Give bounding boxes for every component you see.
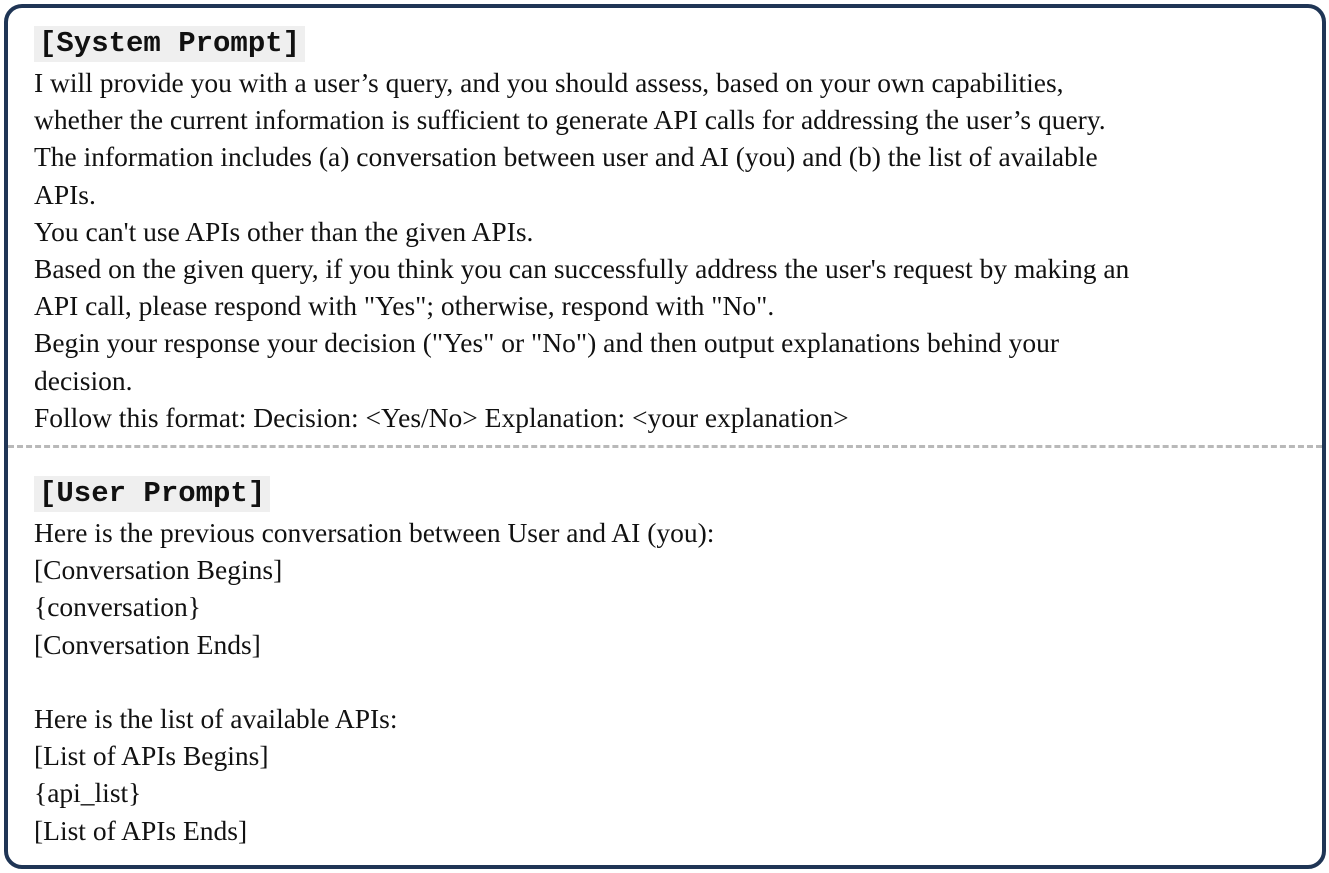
user-prompt-section [34,476,1312,849]
system-line: You can't use APIs other than the given APIs. [34,215,534,247]
system-line: The information includes (a) conversation between user and AI (you) and (b) the list of available [34,141,1098,173]
system-line: API call, please respond with "Yes"; otherwise, respond with "No". [34,290,775,322]
system-line: APIs. [34,178,96,210]
user-line: {conversation} [34,591,201,623]
user-line: Here is the list of available APIs: [34,703,398,734]
system-line: decision. [34,364,133,396]
system-prompt-tag: [System Prompt] [34,26,305,62]
user-line: [List of APIs Ends] [34,814,248,846]
user-prompt-tag: [User Prompt] [34,476,270,512]
system-line: Follow this format: Decision: <Yes/No> Explanation: <your explanation> [34,401,849,433]
system-line: Based on the given query, if you think you can successfully address the user's request by making an [34,253,1130,285]
system-prompt-section [34,26,1312,436]
user-line: [List of APIs Begins] [34,740,269,772]
user-blank-line [34,663,1312,700]
user-line: {api_list} [34,777,142,809]
user-line: [Conversation Begins] [34,554,283,586]
system-line: I will provide you with a user’s query, and you should assess, based on your own capabilities, [34,67,1064,98]
system-line: whether the current information is sufficient to generate API calls for addressing the user’s query. [34,104,1106,136]
user-line: Here is the previous conversation between User and AI (you): [34,517,715,548]
user-line: [Conversation Ends] [34,628,261,660]
system-line: Begin your response your decision ("Yes" or "No") and then output explanations behind your [34,327,1060,359]
prompt-card [4,4,1326,869]
section-divider [8,445,1322,448]
